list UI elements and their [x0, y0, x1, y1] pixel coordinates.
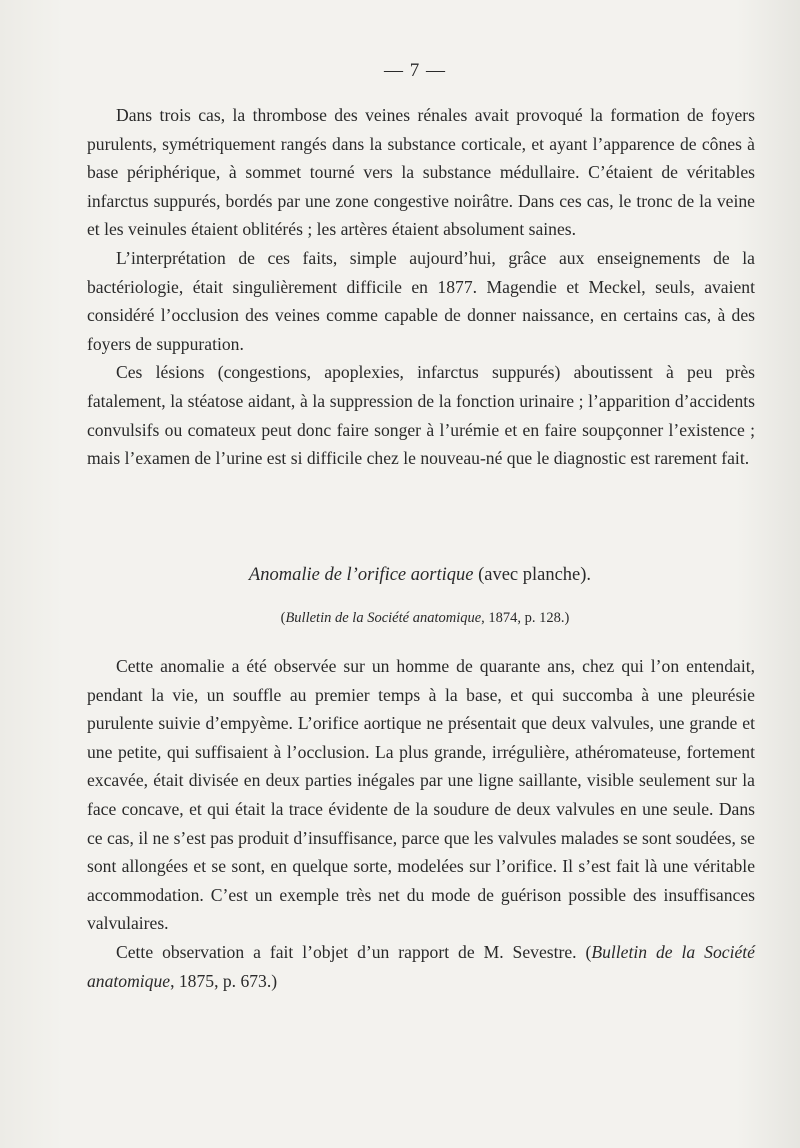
page-number: — 7 —: [384, 60, 446, 81]
section-renal-thrombosis: [87, 101, 755, 473]
report-text: Cette observation a fait l’objet d’un rapport de M. Sevestre. (: [116, 941, 592, 962]
report-reference: , 1875, p. 673.): [170, 970, 278, 991]
paragraph-observation-report: [87, 938, 755, 995]
paragraph-anomaly-description: Cette anomalie a été observée sur un homme de quarante ans, chez qui l’on entendait, pendant la vie, un souffle au premier temps à la base, et qui succomba à une pleurésie purulente suivie d’empyème. L’orifice aortique ne présentait que deux valvules, une grande et une petite, qui suffisaient à l’occlusion. La plus grande, irrégulière, athéromateuse, fortement excavée, était divisée en deux parties inégales par une ligne saillante, visible seulement sur la face concave, et qui était la trace évidente de la soudure de deux valvules en une seule. Dans ce cas, il ne s’est pas produit d’insuffisance, parce que les valvules malades se sont soudées, se sont allongées et se sont, en quelque sorte, modelées sur l’orifice. Il s’est fait là une véritable accommodation. C’est un exemple très net du mode de guérison possible des insuffisances valvulaires.: [87, 656, 755, 934]
report-source: Bulletin de la Société anatomique: [87, 941, 755, 991]
paragraph-renal-foyers: Dans trois cas, la thrombose des veines rénales avait provoqué la formation de foyers purulents, symétriquement rangés dans la substance corticale, et ayant l’apparence de cônes à base périphérique, à sommet tourné vers la substance médullaire. C’étaient de véritables infarctus suppurés, bordés par une zone congestive noirâtre. Dans ces cas, le tronc de la veine et les veinules étaient oblitérés ; les artères étaient absolument saines.: [87, 105, 755, 240]
section-aortic-anomaly: [87, 652, 755, 995]
paragraph-lesions: Ces lésions (congestions, apoplexies, infarctus suppurés) aboutissent à peu près fatalement, la stéatose aidant, à la suppression de la fonction urinaire ; l’apparition d’accidents convulsifs ou comateux peut donc faire songer à l’urémie et en faire soupçonner l’existence ; mais l’examen de l’urine est si difficile chez le nouveau-né que le diagnostic est rarement fait.: [87, 362, 755, 469]
citation-source: Bulletin de la Société anatomique: [285, 610, 482, 626]
citation: [0, 610, 800, 627]
heading-title: Anomalie de l’orifice aortique: [248, 565, 474, 585]
heading-subtitle: (avec planche).: [473, 565, 592, 585]
citation-open: (: [280, 610, 286, 626]
paragraph-interpretation: L’interprétation de ces faits, simple aujourd’hui, grâce aux enseignements de la bactériologie, était singulièrement difficile en 1877. Magendie et Meckel, seuls, avaient considéré l’occlusion des veines comme capable de donner naissance, en certains cas, à des foyers de suppuration.: [87, 247, 755, 354]
citation-reference: , 1874, p. 128.): [481, 610, 570, 626]
section-heading: [0, 565, 800, 586]
